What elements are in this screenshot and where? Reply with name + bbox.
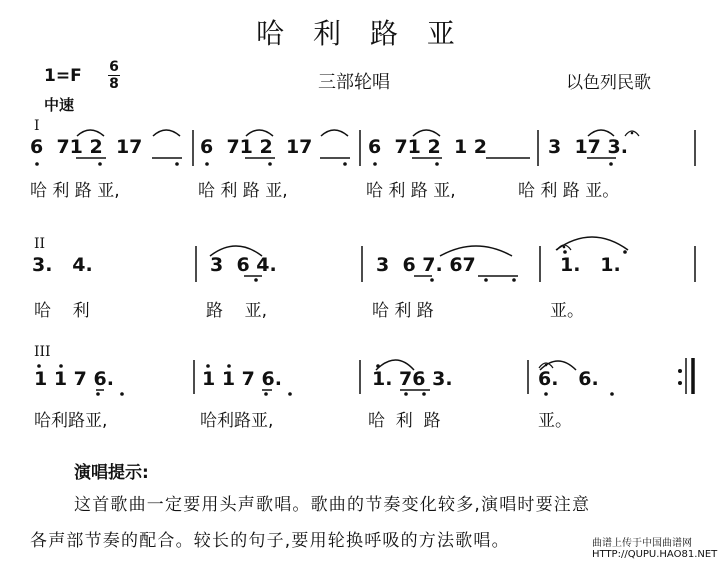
measure-notes: 1 1 7 6. xyxy=(34,368,114,390)
measure-lyrics: 哈 利 路 xyxy=(368,411,441,431)
hints-title: 演唱提示: xyxy=(74,463,149,483)
song-origin: 以色列民歌 xyxy=(566,73,651,93)
measure-lyrics: 亚。 xyxy=(538,411,572,431)
watermark xyxy=(592,538,717,560)
low-octave-dot xyxy=(254,278,258,282)
meter-bottom: 8 xyxy=(109,76,119,92)
octave-dot xyxy=(206,364,210,368)
octave-dot xyxy=(59,364,63,368)
low-octave-dot xyxy=(96,392,100,396)
song-title: 哈 利 路 亚 xyxy=(256,17,465,50)
watermark-line-1: 曲谱上传于中国曲谱网 xyxy=(592,538,692,549)
measure-lyrics: 哈 利 路 亚。 xyxy=(518,181,620,201)
low-octave-dot xyxy=(175,162,179,166)
measure-notes: 6. 6. xyxy=(538,368,599,390)
slur xyxy=(588,130,614,136)
slur xyxy=(440,246,512,256)
part-label-2: II xyxy=(34,236,46,252)
octave-dot xyxy=(563,250,567,254)
octave-dot xyxy=(623,250,627,254)
octave-dot xyxy=(227,364,231,368)
low-octave-dot xyxy=(422,392,426,396)
slur xyxy=(77,130,104,136)
measure-lyrics: 亚。 xyxy=(550,301,584,321)
low-octave-dot xyxy=(544,392,548,396)
slur xyxy=(321,130,348,136)
low-octave-dot xyxy=(343,162,347,166)
low-octave-dot xyxy=(609,162,613,166)
low-octave-dot xyxy=(120,392,124,396)
low-octave-dot xyxy=(288,392,292,396)
measure-lyrics: 哈利路亚, xyxy=(200,411,274,431)
slur xyxy=(376,360,414,370)
measure-notes: 1 1 7 6. xyxy=(202,368,282,390)
low-octave-dot xyxy=(373,162,377,166)
tempo-marking: 中速 xyxy=(44,96,75,114)
measure-notes: 3 6 4. xyxy=(210,254,277,276)
low-octave-dot xyxy=(264,392,268,396)
measure-lyrics: 路 亚, xyxy=(206,301,268,321)
low-octave-dot xyxy=(430,278,434,282)
measure-lyrics: 哈 利 路 亚, xyxy=(198,181,288,201)
fermata-dot xyxy=(563,246,566,249)
measure-lyrics: 哈利路亚, xyxy=(34,411,108,431)
low-octave-dot xyxy=(484,278,488,282)
slur xyxy=(413,130,440,136)
low-octave-dot xyxy=(512,278,516,282)
slur xyxy=(210,246,262,256)
measure-lyrics: 哈 利 路 亚, xyxy=(30,181,120,201)
repeat-dot xyxy=(678,369,682,373)
measure-notes: 6 71 2 17 xyxy=(200,136,313,158)
measure-notes: 6 71 2 17 xyxy=(30,136,143,158)
measure-notes: 3 17 3. xyxy=(548,136,628,158)
low-octave-dot xyxy=(268,162,272,166)
low-octave-dot xyxy=(435,162,439,166)
watermark-line-2: HTTP://QUPU.HAO81.NET xyxy=(592,549,718,560)
octave-dot xyxy=(376,364,380,368)
low-octave-dot xyxy=(610,392,614,396)
part-label-1: I xyxy=(34,118,40,134)
part-label-3: III xyxy=(34,344,51,360)
fermata-dot xyxy=(631,132,634,135)
slur xyxy=(153,130,180,136)
measure-notes: 1. 1. xyxy=(560,254,621,276)
measure-notes: 3. 4. xyxy=(32,254,93,276)
repeat-dot xyxy=(678,381,682,385)
low-octave-dot xyxy=(205,162,209,166)
low-octave-dot xyxy=(98,162,102,166)
hints-line-2: 各声部节奏的配合。较长的句子,要用轮换呼吸的方法歌唱。 xyxy=(30,531,510,551)
measure-notes: 1. 76 3. xyxy=(372,368,453,390)
octave-dot xyxy=(37,364,41,368)
slur xyxy=(246,130,273,136)
measure-notes: 3 6 7. 67 xyxy=(376,254,476,276)
measure-notes: 6 71 2 1 2 xyxy=(368,136,488,158)
fermata-dot xyxy=(545,364,548,367)
low-octave-dot xyxy=(35,162,39,166)
measure-lyrics: 哈 利 路 xyxy=(372,301,434,321)
hints-line-1: 这首歌曲一定要用头声歌唱。歌曲的节奏变化较多,演唱时要注意 xyxy=(74,495,591,515)
meter-top: 6 xyxy=(109,59,119,75)
key-signature: 1=F xyxy=(44,66,82,86)
measure-lyrics: 哈 利 路 亚, xyxy=(366,181,456,201)
song-subtitle: 三部轮唱 xyxy=(318,72,390,93)
measure-lyrics: 哈 利 xyxy=(34,301,90,321)
slur xyxy=(556,237,628,250)
low-octave-dot xyxy=(404,392,408,396)
